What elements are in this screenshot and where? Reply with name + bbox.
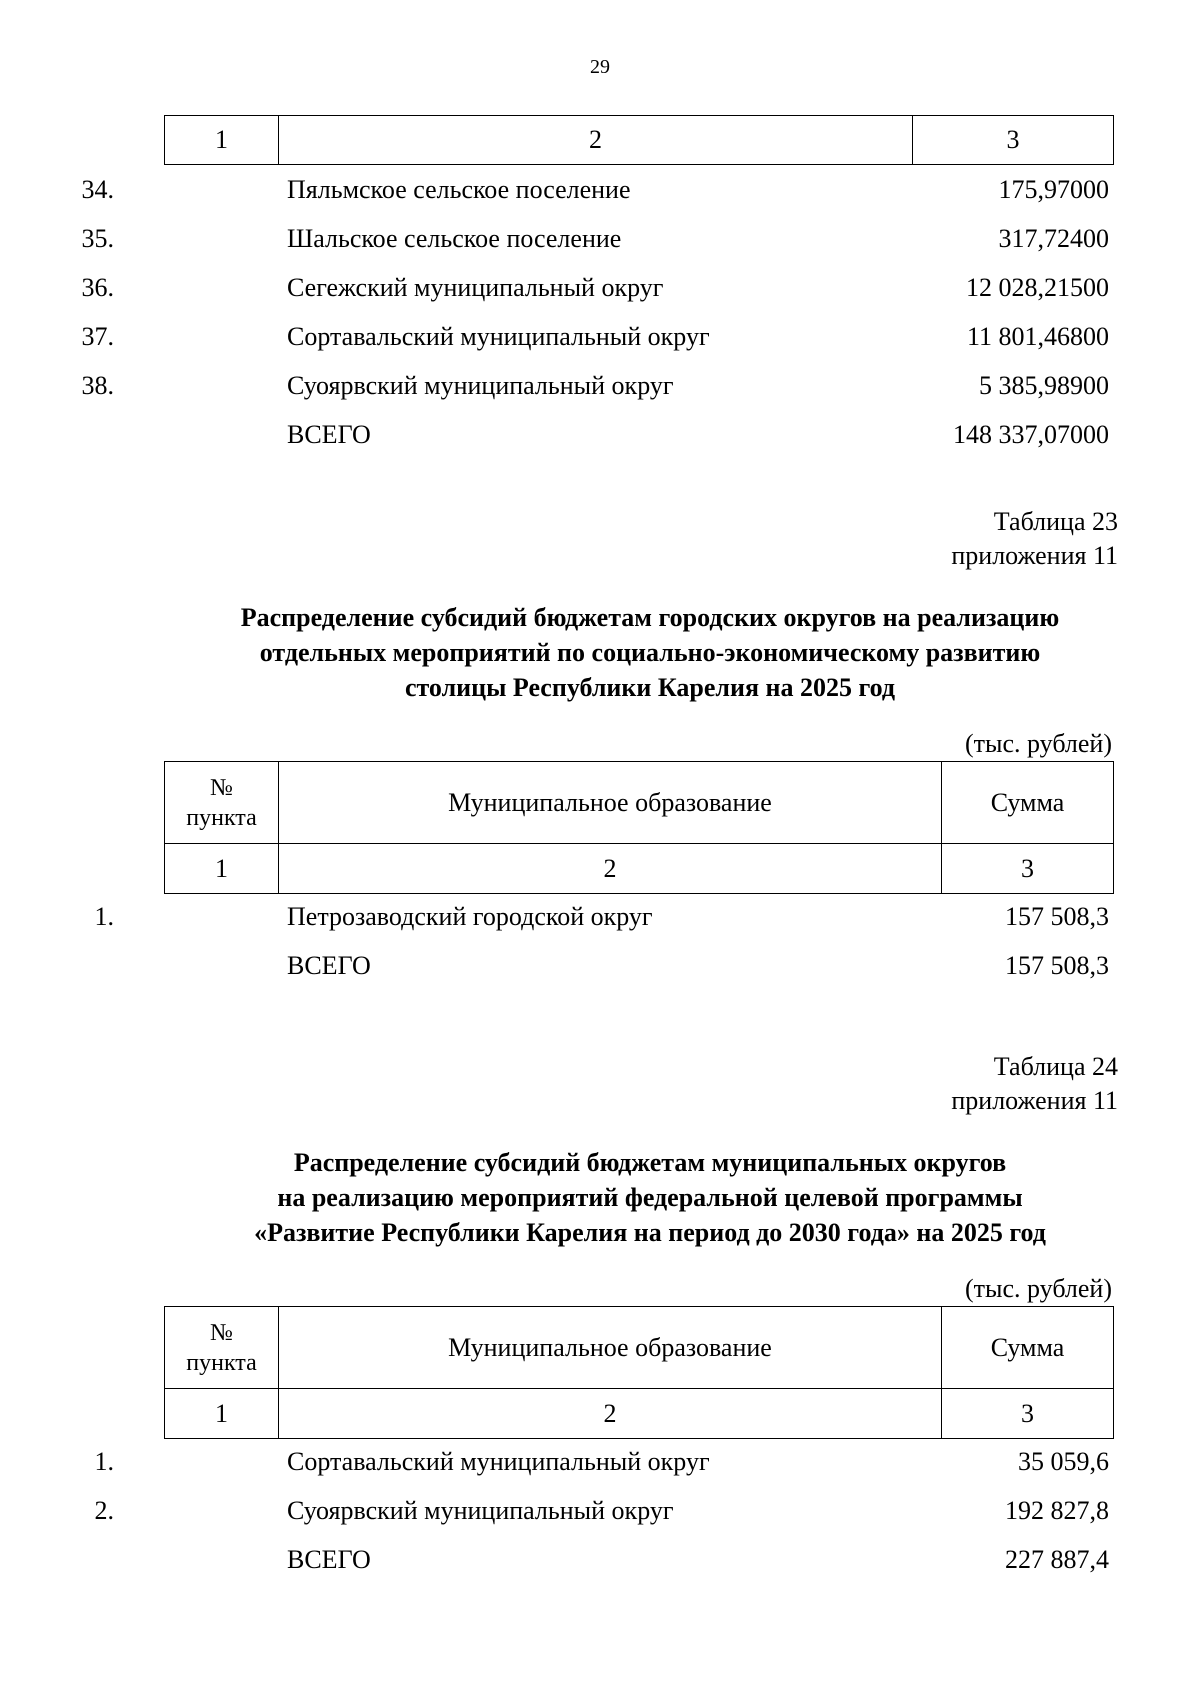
header-text: № bbox=[210, 1319, 233, 1346]
table24-row bbox=[0, 1495, 1200, 1527]
table22-row bbox=[0, 321, 1200, 353]
column-header-number bbox=[165, 1307, 279, 1389]
column-header-sum: Сумма bbox=[942, 1307, 1114, 1389]
table23-total-row bbox=[0, 950, 1200, 982]
column-header-municipality: Муниципальное образование bbox=[279, 1307, 942, 1389]
municipality-name: Сегежский муниципальный округ bbox=[287, 273, 664, 302]
municipality-name: Сортавальский муниципальный округ bbox=[287, 1447, 710, 1476]
row-number: 36. bbox=[81, 273, 114, 302]
title-line: Распределение субсидий бюджетам городских округов на реализацию bbox=[240, 603, 1060, 632]
row-number: 1. bbox=[94, 902, 114, 931]
column-index-3: 3 bbox=[942, 844, 1114, 894]
amount-value: 5 385,98900 bbox=[979, 371, 1109, 400]
appendix-reference: приложения 11 bbox=[951, 541, 1118, 570]
column-header-number bbox=[165, 762, 279, 844]
column-index-2: 2 bbox=[279, 1389, 942, 1439]
table23-row bbox=[0, 901, 1200, 933]
column-index-2: 2 bbox=[279, 844, 942, 894]
amount-value: 175,97000 bbox=[998, 175, 1109, 204]
total-label: ВСЕГО bbox=[287, 951, 371, 980]
column-index-1: 1 bbox=[165, 1389, 279, 1439]
municipality-name: Шальское сельское поселение bbox=[287, 224, 622, 253]
title-line: «Развитие Республики Карелия на период до 2030 года» на 2025 год bbox=[254, 1218, 1046, 1247]
row-number: 37. bbox=[81, 322, 114, 351]
title-line: столицы Республики Карелия на 2025 год bbox=[404, 673, 896, 702]
table22-row bbox=[0, 272, 1200, 304]
title-line: на реализацию мероприятий федеральной целевой программы bbox=[277, 1183, 1023, 1212]
table22-total-row bbox=[0, 419, 1200, 451]
row-number: 34. bbox=[81, 175, 114, 204]
table24-header bbox=[164, 1306, 1114, 1439]
table22-col-index-2: 2 bbox=[279, 116, 913, 165]
total-amount: 157 508,3 bbox=[1005, 951, 1109, 980]
table23-title bbox=[130, 600, 1170, 705]
table22-col-index-1: 1 bbox=[165, 116, 279, 165]
table24-total-row bbox=[0, 1544, 1200, 1576]
municipality-name: Суоярвский муниципальный округ bbox=[287, 1496, 674, 1525]
header-text: № bbox=[210, 774, 233, 801]
row-number: 38. bbox=[81, 371, 114, 400]
row-number: 1. bbox=[94, 1447, 114, 1476]
table24-row bbox=[0, 1446, 1200, 1478]
page-number: 29 bbox=[590, 56, 610, 78]
table24-units: (тыс. рублей) bbox=[964, 1274, 1112, 1303]
table-number: Таблица 24 bbox=[993, 1052, 1118, 1081]
amount-value: 157 508,3 bbox=[1005, 902, 1109, 931]
total-amount: 227 887,4 bbox=[1005, 1545, 1109, 1574]
title-line: отдельных мероприятий по социально-экономическому развитию bbox=[259, 638, 1041, 667]
amount-value: 35 059,6 bbox=[1018, 1447, 1109, 1476]
table23-units: (тыс. рублей) bbox=[964, 729, 1112, 758]
header-text: пункта bbox=[186, 1349, 257, 1376]
header-text: пункта bbox=[186, 804, 257, 831]
amount-value: 192 827,8 bbox=[1005, 1496, 1109, 1525]
amount-value: 11 801,46800 bbox=[966, 322, 1109, 351]
column-header-sum: Сумма bbox=[942, 762, 1114, 844]
amount-value: 12 028,21500 bbox=[966, 273, 1109, 302]
appendix-reference: приложения 11 bbox=[951, 1086, 1118, 1115]
table23-header bbox=[164, 761, 1114, 894]
municipality-name: Суоярвский муниципальный округ bbox=[287, 371, 674, 400]
table-number: Таблица 23 bbox=[993, 507, 1118, 536]
amount-value: 317,72400 bbox=[998, 224, 1109, 253]
column-index-1: 1 bbox=[165, 844, 279, 894]
row-number: 2. bbox=[94, 1496, 114, 1525]
table24-reference bbox=[700, 1050, 1118, 1118]
title-line: Распределение субсидий бюджетам муниципальных округов bbox=[293, 1148, 1007, 1177]
column-header-municipality: Муниципальное образование bbox=[279, 762, 942, 844]
municipality-name: Петрозаводский городской округ bbox=[287, 902, 653, 931]
column-index-3: 3 bbox=[942, 1389, 1114, 1439]
table22-row bbox=[0, 370, 1200, 402]
table22-header-row bbox=[164, 115, 1114, 165]
table24-title bbox=[130, 1145, 1170, 1250]
table22-row bbox=[0, 174, 1200, 206]
total-label: ВСЕГО bbox=[287, 1545, 371, 1574]
row-number: 35. bbox=[81, 224, 114, 253]
table23-reference bbox=[700, 505, 1118, 573]
table22-row bbox=[0, 223, 1200, 255]
municipality-name: Сортавальский муниципальный округ bbox=[287, 322, 710, 351]
total-label: ВСЕГО bbox=[287, 420, 371, 449]
municipality-name: Пяльмское сельское поселение bbox=[287, 175, 631, 204]
total-amount: 148 337,07000 bbox=[953, 420, 1109, 449]
table22-col-index-3: 3 bbox=[913, 116, 1114, 165]
